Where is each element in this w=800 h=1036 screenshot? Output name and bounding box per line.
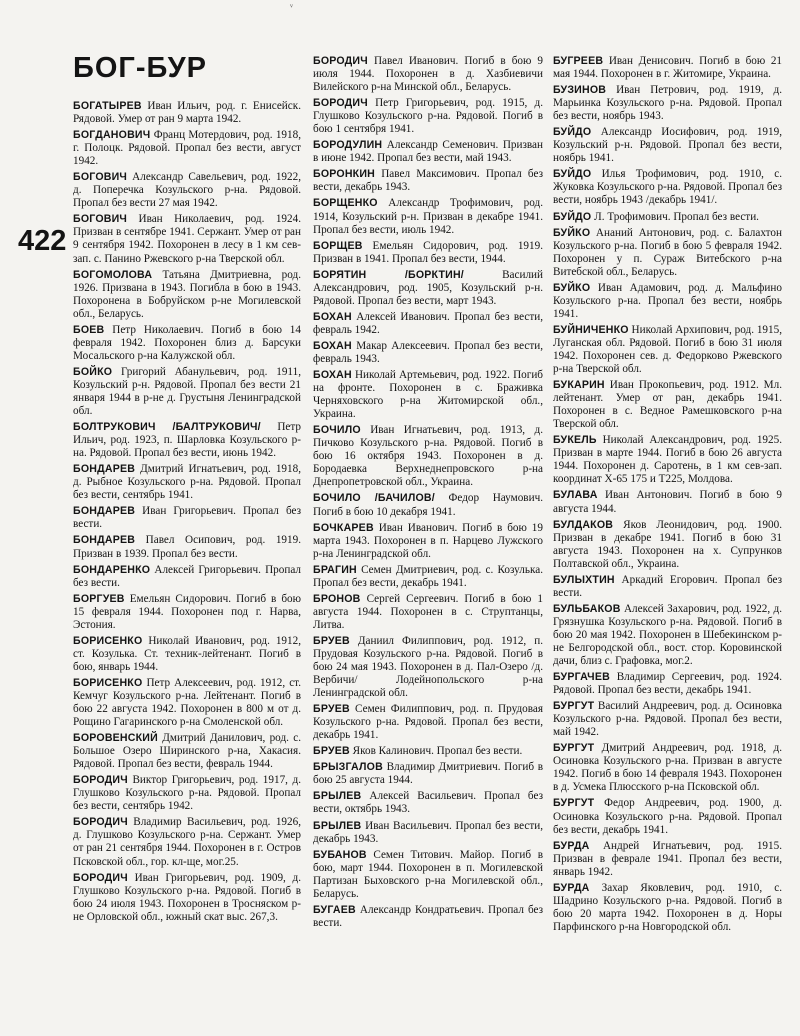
entry-details: Яков Леонидович, род. 1900. Призван в декабре 1941. Погиб в бою 31 августа 1943. Похоронен на х. Супрунков Полтавской обл., Украина. [553, 518, 782, 570]
entry [553, 282, 782, 321]
entry-details: Василий Александрович, род. 1905, Козульский р-н. Рядовой. Пропал без вести, март 1943. [313, 268, 544, 307]
entry [553, 574, 782, 600]
entry-details: Семен Дмитриевич, род. с. Козулька. Пропал без вести, декабрь 1941. [313, 563, 543, 589]
entry-surname: БУЙКО [553, 226, 591, 239]
entry-details: Федор Наумович. Погиб в бою 10 декабря 1941. [313, 492, 543, 518]
entry-surname: БУБАНОВ [313, 848, 367, 861]
entry-details: Владимир Васильевич, род. 1926, д. Глушково Козульского р-на. Сержант. Умер от ран 21 сентября 1944. Похоронен в г. Остров Псковской обл., гор. кл-ще, мог.25. [73, 816, 301, 868]
entry [73, 534, 301, 560]
entry-details: Алексей Васильевич. Пропал без вести, октябрь 1943. [313, 790, 543, 816]
entry-details: Ананий Антонович, род. с. Балахтон Козульского р-на. Погиб в бою 5 февраля 1942. Похоронен у п. Сураж Витебского р-на Витебской обл., Беларусь. [553, 226, 782, 278]
entry [553, 840, 782, 879]
entry-details: Андрей Игнатьевич, род. 1915. Призван в феврале 1941. Пропал без вести, январь 1942. [553, 839, 783, 878]
corner-mark: ᵛ [290, 2, 293, 13]
entry-details: Александр Иосифович, род. 1919, Козульский р-н. Рядовой. Пропал без вести, ноябрь 1941. [553, 126, 782, 165]
entry [553, 489, 782, 515]
entry-details: Николай Александрович, род. 1925. Призван в марте 1944. Погиб в бою 26 августа 1944. Похоронен д. Саротень, в 1 км сев-зап. координат Х-65 175 и Т225, Молдова. [553, 434, 782, 486]
entry [73, 171, 301, 210]
entry [313, 564, 543, 590]
entry [553, 324, 782, 376]
entry [553, 55, 782, 81]
entry [73, 213, 301, 265]
entry-surname: БУРГУТ [553, 742, 595, 755]
entry-surname: БУЙДО [553, 126, 592, 139]
entry-details: Захар Яковлевич, род. 1910, с. Шадрино Козульского р-на. Рядовой. Погиб в бою 20 марта 1942. Похоронен в д. Норы Парфинского р-на Новгородской обл. [553, 881, 782, 933]
entry-surname: БОГОМОЛОВА [73, 268, 153, 281]
entry [313, 790, 543, 816]
column-3 [553, 55, 782, 937]
entry-details: Александр Семенович. Призван в июне 1942. Пропал без вести, май 1943. [313, 139, 543, 165]
entry-details: Дмитрий Данилович, род. с. Большое Озеро Ширинского р-на, Хакасия. Рядовой. Пропал без вести, февраль 1944. [73, 732, 302, 771]
entry-surname: БОХАН [313, 369, 352, 382]
entry-surname: БРУЕВ [313, 634, 350, 647]
entry [313, 703, 543, 742]
entry-details: Владимир Сергеевич, род. 1924. Рядовой. Пропал без вести, декабрь 1941. [553, 671, 782, 697]
entry-surname: БУКАРИН [553, 379, 605, 392]
entry-details: Николай Артемьевич, род. 1922. Погиб на фронте. Похоронен в с. Браживка Черняховского р-на Житомирской обл., Украина. [313, 369, 544, 421]
entry [313, 635, 543, 700]
entry-details: Александр Кондратьевич. Пропал без вести. [313, 903, 544, 929]
entry-details: Иван Антонович. Погиб в бою 9 августа 1944. [553, 489, 783, 515]
entry-details: Алексей Иванович. Пропал без вести, февраль 1942. [313, 310, 544, 336]
entry-details: Павел Осипович, род. 1919. Призван в 1939. Пропал без вести. [73, 534, 301, 560]
entry-details: Александр Трофимович, род. 1914, Козульский р-н. Призван в декабре 1941. Пропал без вести, июль 1942. [313, 197, 543, 236]
entry [313, 240, 543, 266]
entry-details: Григорий Абанульевич, род. 1911, Козульский р-н. Рядовой. Пропал без вести 21 января 1944 в р-не д. Грустыня Ленинградской обл. [73, 365, 302, 418]
entry-details: Иван Адамович, род. д. Мальфино Козульского р-на. Пропал без вести, ноябрь 1941. [553, 281, 782, 320]
entry-surname: БРУЕВ [313, 745, 350, 758]
entry-details: Николай Иванович, род. 1912, ст. Козулька. Ст. техник-лейтенант. Погиб в бою, январь 1944. [73, 634, 301, 673]
entry-surname: БУРГУТ [553, 797, 595, 810]
entry-surname: БУЛЫХТИН [553, 573, 615, 586]
entry [313, 761, 543, 787]
entry-details: Макар Алексеевич. Пропал без вести, февраль 1943. [313, 339, 543, 365]
entry-details: Алексей Григорьевич. Пропал без вести. [73, 563, 302, 589]
entry-details: Павел Максимович. Пропал без вести, декабрь 1943. [313, 168, 543, 194]
entry-surname: БОРОНКИН [313, 168, 376, 181]
entry [73, 677, 301, 729]
entry-surname: БОХАН [313, 310, 352, 323]
entry-details: Л. Трофимович. Пропал без вести. [594, 210, 759, 223]
entry [553, 434, 782, 486]
entry-details: Дмитрий Игнатьевич, род. 1918, д. Рыбное Козульского р-на. Рядовой. Пропал без вести, сентябрь 1941. [73, 463, 301, 502]
entry-surname: БУЙНИЧЕНКО [553, 323, 629, 336]
entry-surname: БУЙДО [553, 210, 592, 223]
entry-surname: БУРГАЧЕВ [553, 671, 610, 684]
entry [313, 269, 543, 308]
entry [73, 593, 301, 632]
entry-details: Илья Трофимович, род. 1910, с. Жуковка Козульского р-на. Рядовой. Пропал без вести, ноябрь 1943 /декабрь 1941/. [553, 168, 782, 207]
entry [553, 519, 782, 571]
entry-surname: БОЕВ [73, 323, 105, 336]
entry [313, 369, 543, 421]
entry-surname: БУРДА [553, 881, 590, 894]
entry-surname: БОРОДИЧ [73, 871, 128, 884]
entry-surname: БУЗИНОВ [553, 84, 607, 97]
entry-surname: БОРЯТИН /БОРКТИН/ [313, 268, 464, 281]
entry [553, 379, 782, 431]
entry [73, 564, 301, 590]
entry-details: Сергей Сергеевич. Погиб в бою 1 августа 1944. Похоронен в с. Струптанцы, Литва. [313, 592, 543, 631]
entry-details: Яков Калинович. Пропал без вести. [352, 745, 523, 758]
entry-surname: БУРГУТ [553, 700, 595, 713]
entry [553, 211, 782, 224]
entry-details: Иван Григорьевич. Пропал без вести. [73, 505, 302, 531]
entry-details: Василий Андреевич, род. д. Осиновка Козульского р-на. Рядовой. Пропал без вести, май 1942. [553, 700, 783, 739]
entry [73, 129, 301, 168]
entry [73, 100, 301, 126]
entry [553, 126, 782, 165]
column-2 [313, 55, 543, 933]
entry [313, 55, 543, 94]
entry [313, 197, 543, 236]
entry [553, 742, 782, 794]
entry-details: Аркадий Егорович. Пропал без вести. [553, 573, 783, 599]
entry-details: Александр Савельевич, род. 1922, д. Поперечка Козульского р-на. Рядовой. Пропал без вести 27 мая 1942. [73, 171, 301, 210]
entry [553, 603, 782, 668]
entry-details: Петр Алексеевич, род. 1912, ст. Кемчуг Козульского р-на. Лейтенант. Погиб в бою 22 августа 1942. Похоронен в 800 м от д. Рощино Гагаринского р-на Смоленской обл. [73, 676, 301, 729]
entry-surname: БОРОДУЛИН [313, 139, 383, 152]
entry-surname: БРЫЗГАЛОВ [313, 761, 383, 774]
entry-details: Иван Петрович, род. 1919, д. Марьинка Козульского р-на. Рядовой. Пропал без вести, ноябрь 1943. [553, 84, 783, 123]
entry [313, 139, 543, 165]
entry [73, 505, 301, 531]
page-heading: БОГ-БУР [73, 52, 208, 84]
entry-surname: БОЧИЛО /БАЧИЛОВ/ [313, 492, 435, 505]
entry-surname: БУЛДАКОВ [553, 518, 614, 531]
entry-details: Семен Филиппович, род. п. Прудовая Козульского р-на. Рядовой. Пропал без вести, декабрь 1941. [313, 703, 544, 742]
entry-surname: БОНДАРЕНКО [73, 563, 151, 576]
entry-surname: БОНДАРЕВ [73, 534, 136, 547]
entry-surname: БУЛАВА [553, 489, 598, 502]
entry-surname: БУГАЕВ [313, 903, 356, 916]
entry [73, 872, 301, 924]
entry-details: Даниил Филиппович, род. 1912, п. Прудовая Козульского р-на. Рядовой. Погиб в бою 24 мая 1943. Похоронен в д. Пал-Озеро /д. Вербичи/ Лодейнопольского р-на Ленинградской обл. [313, 634, 544, 700]
entry-surname: БОЧКАРЕВ [313, 521, 374, 534]
entry-surname: БОРОДИЧ [313, 97, 368, 110]
entry [73, 463, 301, 502]
entry-details: Алексей Захарович, род. 1922, д. Грязнушка Козульского р-на. Рядовой. Погиб в бою 20 мая 1942. Похоронен в Шебекинском р-не Белгородской обл., вост. стор. Коровинской дачи, близ с. Графовка, мог.2. [553, 602, 783, 668]
entry [313, 340, 543, 366]
entry-surname: БРЫЛЕВ [313, 790, 362, 803]
entry-surname: БОНДАРЕВ [73, 505, 136, 518]
entry-details: Петр Ильич, род. 1923, п. Шарловка Козульского р-на. Рядовой. Пропал без вести, июнь 1942. [73, 421, 301, 460]
entry-surname: БОРОВЕНСКИЙ [73, 732, 158, 745]
column-1 [73, 100, 301, 927]
entry-surname: БОРИСЕНКО [73, 634, 143, 647]
entry-surname: БОГОВИЧ [73, 213, 128, 226]
entry [313, 820, 543, 846]
entry [313, 849, 543, 901]
entry-details: Емельян Сидорович, род. 1919. Призван в 1941. Пропал без вести, 1944. [313, 239, 544, 265]
entry [313, 97, 543, 136]
entry-details: Семен Титович. Майор. Погиб в бою, март 1944. Похоронен в п. Могилевской Партизан Быховского р-на Могилевской обл., Беларусь. [313, 848, 543, 900]
entry-surname: БУЙДО [553, 168, 592, 181]
entry-surname: БУЛЬБАКОВ [553, 602, 621, 615]
entry-details: Иван Васильевич. Пропал без вести, декабрь 1943. [313, 819, 543, 845]
entry-details: Иван Григорьевич, род. 1909, д. Глушково Козульского р-на. Рядовой. Погиб в бою 24 июля 1943. Похоронен в Тросняском р-не Орловской обл., южный скат выс. 267,3. [73, 871, 301, 923]
entry [313, 904, 543, 930]
entry-surname: БОХАН [313, 339, 352, 352]
entry-details: Иван Денисович. Погиб в бою 21 мая 1944. Похоронен в г. Житомире, Украина. [553, 55, 783, 81]
entry-surname: БОГАТЫРЕВ [73, 100, 142, 112]
entry-surname: БРУЕВ [313, 703, 350, 716]
page-number: 422 [18, 225, 67, 257]
entry [553, 168, 782, 207]
entry-surname: БОРГУЕВ [73, 592, 125, 605]
entry-surname: БОНДАРЕВ [73, 463, 136, 476]
entry-details: Петр Николаевич. Погиб в бою 14 февраля 1942. Похоронен близ д. Барсуки Мосальского р-на Калужской обл. [73, 323, 301, 362]
entry-surname: БОРОДИЧ [73, 816, 128, 829]
entry-surname: БОЛТРУКОВИЧ /БАЛТРУКОВИЧ/ [73, 421, 261, 434]
entry-surname: БУРДА [553, 839, 590, 852]
entry-surname: БРАГИН [313, 563, 357, 576]
entry-surname: БОГДАНОВИЧ [73, 129, 151, 142]
entry [73, 774, 301, 813]
entry-surname: БУКЕЛЬ [553, 434, 597, 447]
entry-surname: БРЫЛЕВ [313, 819, 362, 832]
entry-surname: БОГОВИЧ [73, 171, 128, 184]
entry-details: Павел Иванович. Погиб в бою 9 июля 1944. Похоронен в д. Хазбиевичи Вилейского р-на Минской обл., Беларусь. [313, 55, 543, 94]
entry-details: Федор Андреевич, род. 1900, д. Осиновка Козульского р-на. Рядовой. Пропал без вести, декабрь 1941. [553, 797, 783, 836]
entry [73, 732, 301, 771]
entry [73, 635, 301, 674]
entry [313, 522, 543, 561]
entry-details: Владимир Дмитриевич. Погиб в бою 25 августа 1944. [313, 761, 544, 787]
entry [313, 311, 543, 337]
entry [73, 366, 301, 418]
entry-details: Иван Прокопьевич, род. 1912. Мл. лейтенант. Умер от ран, декабрь 1941. Похоронен в с. Ведное Рамешковского р-на Тверской обл. [553, 379, 783, 431]
entry [553, 671, 782, 697]
entry-details: Николай Архипович, род. 1915, Луганская обл. Рядовой. Погиб в бою 31 июля 1942. Похоронен сев. д. Федорково Ржевского р-на Тверской обл. [553, 323, 783, 376]
entry-details: Иван Николаевич, род. 1924. Призван в сентябре 1941. Сержант. Умер от ран 9 сентября 1942. Похоронен в лесу в 1 км сев-зап. с. Панино Ржевского р-на Тверской обл. [73, 213, 302, 265]
entry [553, 227, 782, 279]
entry [313, 168, 543, 194]
entry-surname: БРОНОВ [313, 592, 361, 605]
entry [73, 421, 301, 460]
entry-surname: БОРЩЕНКО [313, 197, 378, 210]
entry-details: Франц Мотердович, род. 1918, г. Полоцк. Рядовой. Пропал без вести, август 1942. [73, 129, 301, 168]
entry-details: Виктор Григорьевич, род. 1917, д. Глушково Козульского р-на. Рядовой. Пропал без вести, сентябрь 1942. [73, 774, 302, 813]
entry-surname: БОРОДИЧ [313, 55, 368, 67]
entry-details: Татьяна Дмитриевна, род. 1926. Призвана в 1943. Погибла в бою в 1943. Похоронена в Бобруйском р-не Могилевской обл., Беларусь. [73, 268, 301, 320]
entry-surname: БОЧИЛО [313, 424, 361, 437]
entry-details: Петр Григорьевич, род. 1915, д. Глушково Козульского р-на. Рядовой. Погиб в бою 1 сентября 1941. [313, 97, 544, 136]
entry [313, 745, 543, 758]
entry [313, 492, 543, 518]
entry [553, 84, 782, 123]
entry-details: Дмитрий Андреевич, род. 1918, д. Осиновка Козульского р-на. Призван в августе 1942. Погиб в бою 14 февраля 1943. Похоронен в д. Усмека Плюсского р-на Псковской обл. [553, 742, 782, 794]
entry [553, 882, 782, 934]
entry-details: Емельян Сидорович. Погиб в бою 15 февраля 1944. Похоронен под г. Нарва, Эстония. [73, 592, 302, 631]
entry [553, 797, 782, 836]
entry-surname: БУЙКО [553, 281, 591, 294]
entry [313, 424, 543, 489]
entry-details: Иван Иванович. Погиб в бою 19 марта 1943. Похоронен в п. Нарцево Лужского р-на Ленинградской обл. [313, 521, 543, 560]
entry [553, 700, 782, 739]
entry-details: Иван Игнатьевич, род. 1913, д. Пичково Козульского р-на. Рядовой. Погиб в бою 16 октября 1943. Похоронен в д. Бородаевка Верхнеднепровского р-на Днепропетровской обл., Украина. [313, 424, 543, 489]
entry-surname: БУГРЕЕВ [553, 55, 604, 67]
entry-surname: БОЙКО [73, 365, 113, 378]
entry-surname: БОРЩЕВ [313, 239, 363, 252]
entry-surname: БОРИСЕНКО [73, 676, 143, 689]
entry [73, 324, 301, 363]
entry-details: Иван Ильич, род. г. Енисейск. Рядовой. Умер от ран 9 марта 1942. [73, 100, 301, 126]
entry [73, 816, 301, 868]
entry-surname: БОРОДИЧ [73, 774, 128, 787]
entry [313, 593, 543, 632]
entry [73, 269, 301, 321]
